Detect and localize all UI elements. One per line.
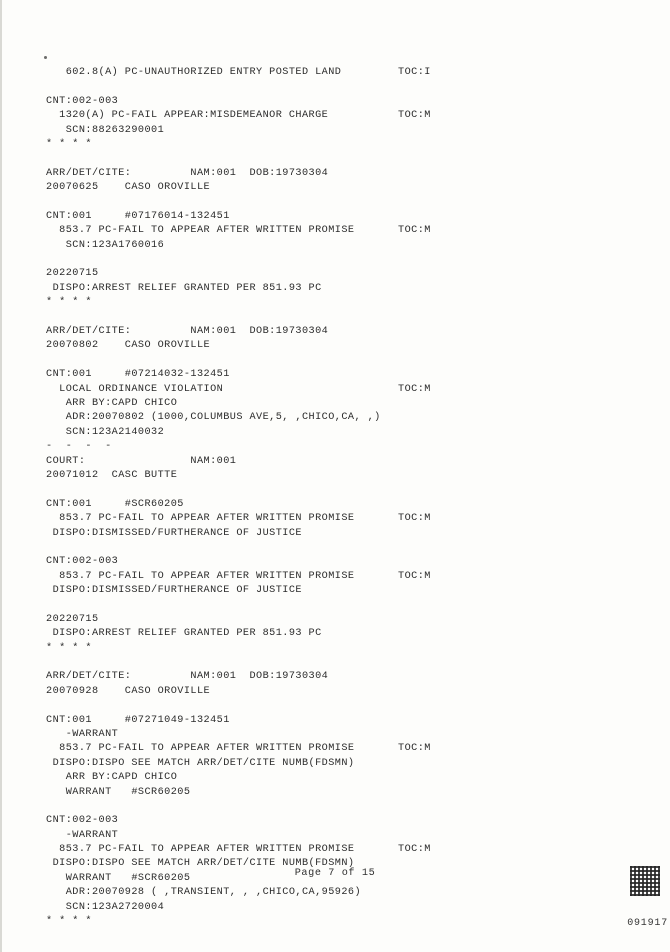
report-line xyxy=(46,915,606,929)
report-line xyxy=(46,570,606,584)
report-line-text: COURT: NAM:001 xyxy=(46,455,237,467)
report-line-text: 853.7 PC-FAIL TO APPEAR AFTER WRITTEN PROMISE xyxy=(46,844,355,856)
report-line xyxy=(46,109,606,123)
report-line-text: 20220715 xyxy=(46,613,99,625)
report-line xyxy=(46,239,606,253)
report-line xyxy=(46,886,606,900)
report-line xyxy=(46,771,606,785)
report-line xyxy=(46,339,606,353)
report-line-text: CNT:002-003 xyxy=(46,556,119,568)
report-line xyxy=(46,728,606,742)
report-line xyxy=(46,685,606,699)
report-line xyxy=(46,397,606,411)
report-line-text: ADR:20070928 ( ,TRANSIENT, , ,CHICO,CA,95926) xyxy=(46,887,362,899)
report-line-text: 20070928 CASO OROVILLE xyxy=(46,685,211,697)
report-line-text: SCN:88263290001 xyxy=(46,124,165,136)
report-line-text: * * * * xyxy=(46,916,92,928)
report-line-text: 853.7 PC-FAIL TO APPEAR AFTER WRITTEN PROMISE xyxy=(46,570,355,582)
report-line xyxy=(46,469,606,483)
blank-line xyxy=(46,311,606,325)
report-line xyxy=(46,829,606,843)
report-line xyxy=(46,843,606,857)
blank-line xyxy=(46,800,606,814)
report-line xyxy=(46,267,606,281)
report-line-text: CNT:002-003 xyxy=(46,815,119,827)
report-line-text: 20070625 CASO OROVILLE xyxy=(46,182,211,194)
page-footer: Page 7 of 15 xyxy=(294,868,376,879)
toc-code: TOC:M xyxy=(398,743,431,755)
report-line xyxy=(46,901,606,915)
report-line xyxy=(46,124,606,138)
report-line-text: WARRANT #SCR60205 xyxy=(46,786,191,798)
report-line xyxy=(46,742,606,756)
report-line-text: ARR/DET/CITE: NAM:001 DOB:19730304 xyxy=(46,167,329,179)
report-line-text: SCN:123A1760016 xyxy=(46,239,165,251)
report-line xyxy=(46,66,606,80)
toc-code: TOC:M xyxy=(398,225,431,237)
report-line xyxy=(46,95,606,109)
report-line xyxy=(46,368,606,382)
toc-code: TOC:M xyxy=(398,844,431,856)
report-line-text: 853.7 PC-FAIL TO APPEAR AFTER WRITTEN PROMISE xyxy=(46,225,355,237)
report-line-text: DISPO:DISMISSED/FURTHERANCE OF JUSTICE xyxy=(46,527,302,539)
blank-line xyxy=(46,152,606,166)
blank-line xyxy=(46,196,606,210)
report-line xyxy=(46,383,606,397)
report-line-text: CNT:002-003 xyxy=(46,95,119,107)
rap-sheet-text-block xyxy=(46,66,606,929)
report-line xyxy=(46,555,606,569)
report-line xyxy=(46,138,606,152)
report-line xyxy=(46,455,606,469)
report-line-text: * * * * xyxy=(46,138,92,150)
scan-edge-mark xyxy=(0,0,2,952)
report-line-text: 853.7 PC-FAIL TO APPEAR AFTER WRITTEN PROMISE xyxy=(46,743,355,755)
report-line-text: 20220715 xyxy=(46,268,99,280)
blank-line xyxy=(46,541,606,555)
report-line xyxy=(46,498,606,512)
toc-code: TOC:M xyxy=(398,570,431,582)
report-line-text: 602.8(A) PC-UNAUTHORIZED ENTRY POSTED LAND xyxy=(46,67,342,78)
report-line-text: DISPO:ARREST RELIEF GRANTED PER 851.93 PC xyxy=(46,282,322,294)
report-line-text: DISPO:ARREST RELIEF GRANTED PER 851.93 PC xyxy=(46,628,322,640)
report-line xyxy=(46,426,606,440)
report-line-text: -WARRANT xyxy=(46,829,119,841)
report-line-text: SCN:123A2140032 xyxy=(46,426,165,438)
report-line-text: * * * * xyxy=(46,297,92,309)
report-line xyxy=(46,512,606,526)
report-line xyxy=(46,627,606,641)
blank-line xyxy=(46,699,606,713)
report-line-text: SCN:123A2720004 xyxy=(46,901,165,913)
blank-line xyxy=(46,253,606,267)
report-line xyxy=(46,325,606,339)
report-line-text: LOCAL ORDINANCE VIOLATION xyxy=(46,383,224,395)
report-line xyxy=(46,210,606,224)
report-line-text: 20071012 CASC BUTTE xyxy=(46,469,178,481)
report-line-text: ARR/DET/CITE: NAM:001 DOB:19730304 xyxy=(46,671,329,683)
report-line xyxy=(46,181,606,195)
report-line-text: CNT:001 #07271049-132451 xyxy=(46,714,230,726)
report-line xyxy=(46,282,606,296)
report-line-text: - - - - xyxy=(46,441,112,453)
report-line xyxy=(46,584,606,598)
blank-line xyxy=(46,80,606,94)
blank-line xyxy=(46,483,606,497)
report-line xyxy=(46,411,606,425)
report-line-text: ARR/DET/CITE: NAM:001 DOB:19730304 xyxy=(46,326,329,338)
report-line-text: 1320(A) PC-FAIL APPEAR:MISDEMEANOR CHARGE xyxy=(46,110,329,122)
report-line-text: CNT:001 #SCR60205 xyxy=(46,498,184,510)
report-line-text: -WARRANT xyxy=(46,728,119,740)
report-line xyxy=(46,527,606,541)
report-line-text: * * * * xyxy=(46,642,92,654)
report-line-text: ADR:20070802 (1000,COLUMBUS AVE,5, ,CHICO,CA, ,) xyxy=(46,412,381,424)
report-line xyxy=(46,757,606,771)
report-line xyxy=(46,613,606,627)
report-line-text: ARR BY:CAPD CHICO xyxy=(46,397,178,409)
report-line-text: DISPO:DISMISSED/FURTHERANCE OF JUSTICE xyxy=(46,585,302,597)
report-line-text: ARR BY:CAPD CHICO xyxy=(46,772,178,784)
report-line xyxy=(46,167,606,181)
report-line xyxy=(46,814,606,828)
document-id-label: 091917 xyxy=(627,918,668,929)
report-line xyxy=(46,642,606,656)
report-line xyxy=(46,786,606,800)
report-line xyxy=(46,224,606,238)
toc-code: TOC:I xyxy=(398,67,431,78)
report-line-text: 20070802 CASO OROVILLE xyxy=(46,340,211,352)
blank-line xyxy=(46,656,606,670)
report-line-text: DISPO:DISPO SEE MATCH ARR/DET/CITE NUMB(FDSMN) xyxy=(46,757,355,769)
report-line-text: CNT:001 #07176014-132451 xyxy=(46,210,230,222)
blank-line xyxy=(46,598,606,612)
toc-code: TOC:M xyxy=(398,383,431,395)
blank-line xyxy=(46,354,606,368)
report-line-text: WARRANT #SCR60205 xyxy=(46,872,191,884)
barcode-icon xyxy=(630,866,660,896)
toc-code: TOC:M xyxy=(398,110,431,122)
report-line-text: 853.7 PC-FAIL TO APPEAR AFTER WRITTEN PROMISE xyxy=(46,513,355,525)
report-line xyxy=(46,296,606,310)
report-line xyxy=(46,440,606,454)
report-line xyxy=(46,670,606,684)
scan-artifact-speck xyxy=(44,56,47,59)
toc-code: TOC:M xyxy=(398,513,431,525)
report-line xyxy=(46,714,606,728)
report-line-text: CNT:001 #07214032-132451 xyxy=(46,369,230,381)
report-line-text: DISPO:DISPO SEE MATCH ARR/DET/CITE NUMB(FDSMN) xyxy=(46,858,355,870)
